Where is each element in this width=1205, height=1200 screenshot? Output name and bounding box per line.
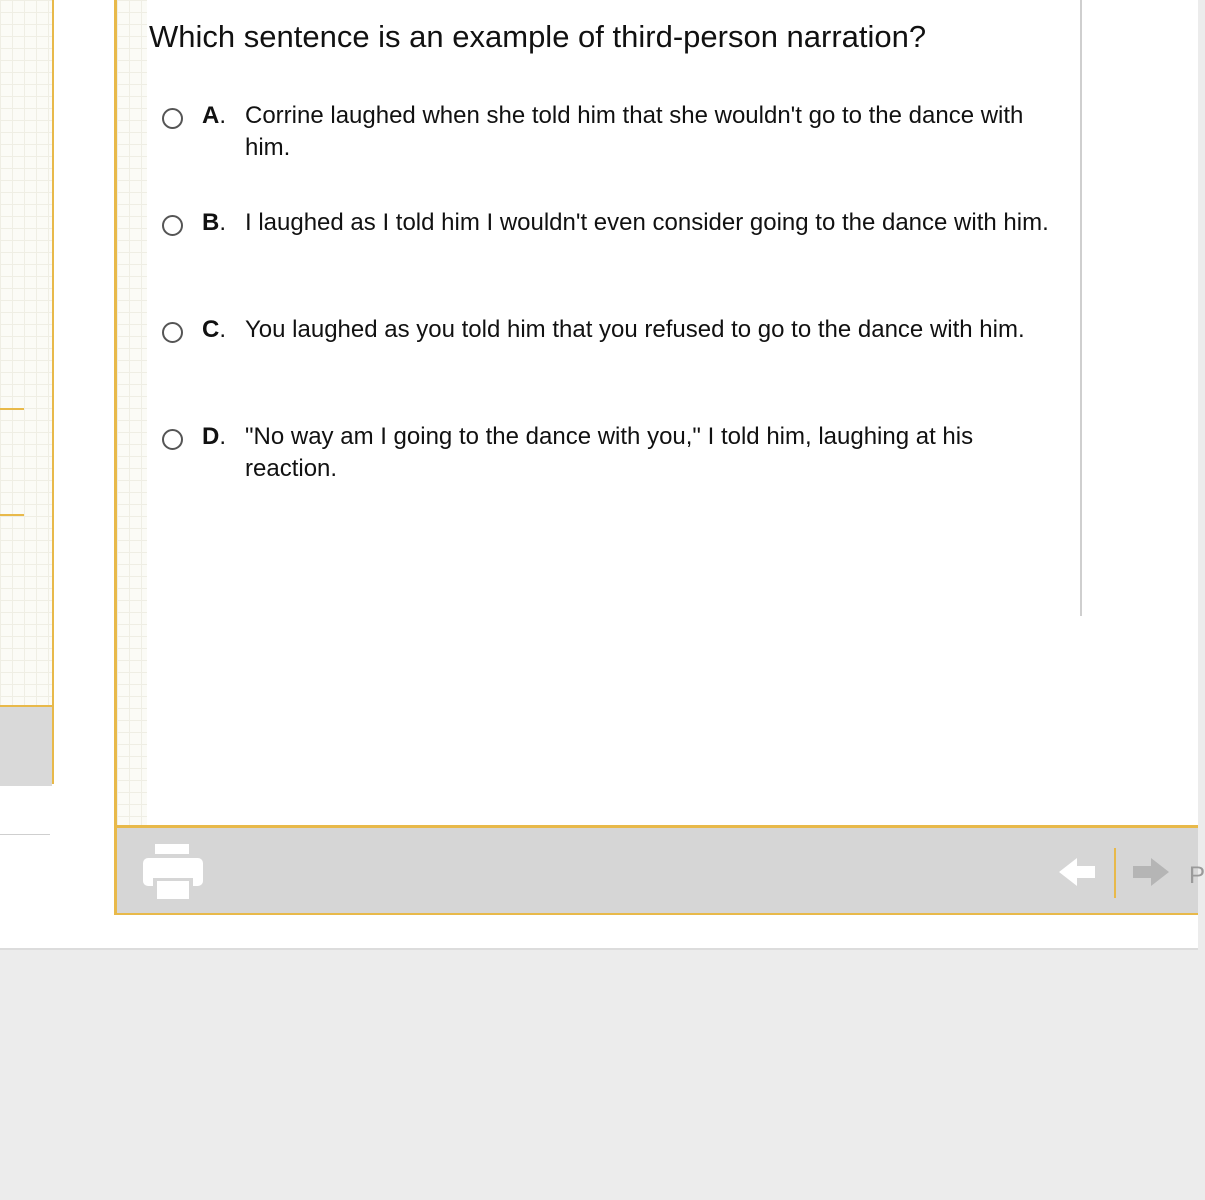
arrow-left-icon[interactable]	[1057, 854, 1097, 890]
radio-button-d[interactable]	[162, 429, 183, 450]
choice-text[interactable]: I laughed as I told him I wouldn't even consider going to the dance with him.	[245, 209, 1049, 236]
answer-choices	[160, 100, 1060, 528]
choice-text[interactable]: "No way am I going to the dance with you," I told him, laughing at his reaction.	[245, 423, 974, 482]
choice-a[interactable]	[160, 100, 1060, 207]
choice-letter: B.	[202, 209, 227, 236]
left-footer-divider	[0, 834, 50, 835]
choice-b[interactable]	[160, 207, 1060, 314]
left-panel-footer	[0, 705, 52, 786]
choice-d[interactable]	[160, 421, 1060, 528]
left-panel-divider	[0, 514, 24, 516]
arrow-right-icon[interactable]	[1131, 854, 1171, 890]
radio-button-a[interactable]	[162, 108, 183, 129]
printer-icon[interactable]	[141, 844, 205, 900]
radio-button-c[interactable]	[162, 322, 183, 343]
choice-letter: A.	[202, 102, 227, 129]
nav-label-cut[interactable]: P	[1189, 862, 1205, 889]
right-divider	[1080, 0, 1082, 616]
nav-separator	[1114, 848, 1116, 898]
choice-text[interactable]: You laughed as you told him that you refused to go to the dance with him.	[245, 316, 1025, 343]
choice-text[interactable]: Corrine laughed when she told him that she wouldn't go to the dance with him.	[245, 102, 1024, 161]
radio-button-b[interactable]	[162, 215, 183, 236]
left-panel-divider	[0, 408, 24, 410]
choice-letter: D.	[202, 423, 227, 450]
bottom-toolbar	[114, 825, 1205, 915]
left-side-panel	[0, 0, 54, 784]
question-prompt: Which sentence is an example of third-person narration?	[149, 19, 927, 54]
choice-letter: C.	[202, 316, 227, 343]
frame-grid-strip	[117, 0, 147, 826]
choice-c[interactable]	[160, 314, 1060, 421]
